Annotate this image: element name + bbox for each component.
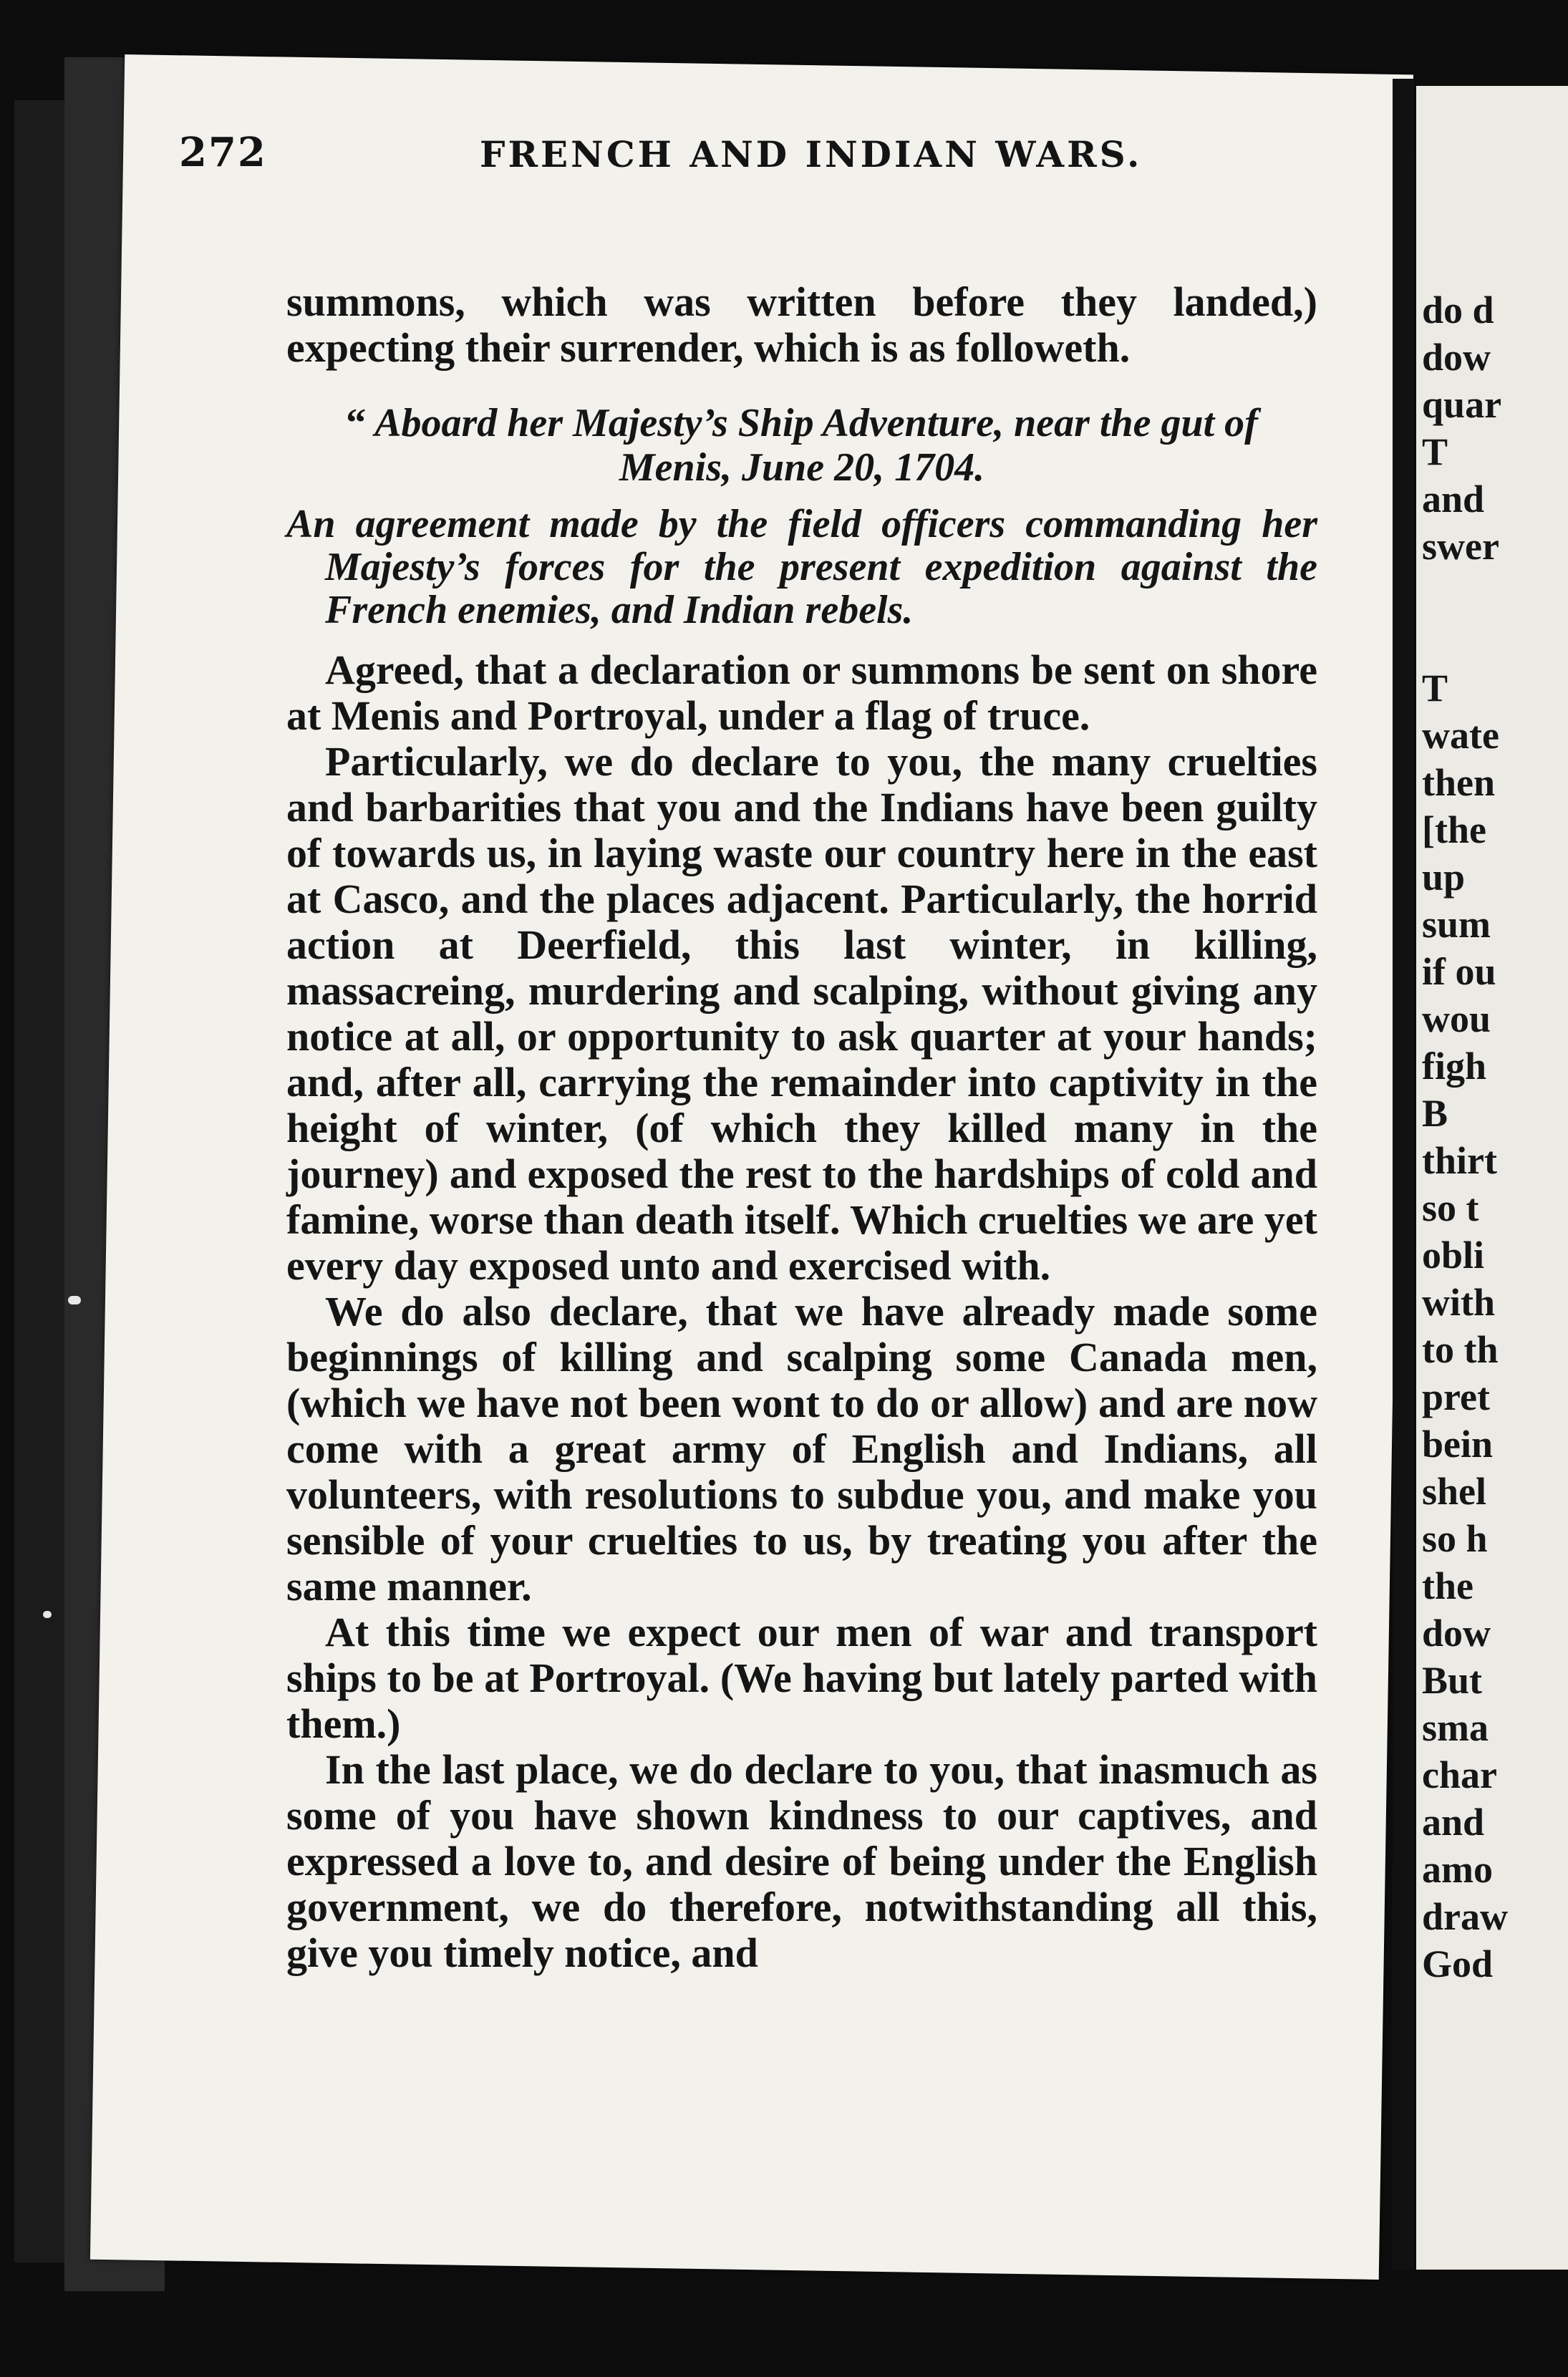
paragraph: At this time we expect our men of war and transport ships to be at Portroyal. (We having but lately parted with them.) (286, 1609, 1317, 1747)
facing-page-line: draw (1422, 1895, 1508, 1938)
facing-page-line (1422, 617, 1508, 664)
facing-page-line: amo (1422, 1848, 1493, 1891)
scan-speck (43, 1611, 52, 1618)
facing-page-line: shel (1422, 1470, 1487, 1513)
facing-page-line: quar (1422, 383, 1502, 426)
facing-page-line: obli (1422, 1234, 1485, 1277)
facing-page-line: bein (1422, 1423, 1494, 1466)
facing-page-line: But (1422, 1659, 1483, 1702)
page-number: 272 (179, 129, 267, 176)
facing-page-line: wate (1422, 714, 1499, 757)
facing-page-line: up (1422, 856, 1466, 899)
facing-page-line: to th (1422, 1328, 1499, 1371)
page-text (286, 279, 1317, 1976)
paragraph: In the last place, we do declare to you, that inasmuch as some of you have shown kindness to our captives, and expressed a love to, and desire of being under the English government, we do therefore, notwithstanding all this, give you timely notice, and (286, 1746, 1317, 1976)
facing-page-line: sum (1422, 903, 1491, 946)
facing-page-line: figh (1422, 1045, 1487, 1088)
facing-page-text (1422, 286, 1508, 1988)
facing-page-line: so t (1422, 1186, 1479, 1229)
paragraph: Particularly, we do declare to you, the many cruelties and barbarities that you and the Indians have been guilty of towards us, in laying waste our country here in the east at Casco, and the places adjacent. Particularly, the horrid action at Deerfield, this last winter, in killing, massacreing, murdering and scalping, without giving any notice at all, or opportunity to ask quarter at your hands; and, after all, carrying the remainder into captivity in the height of winter, (of which they killed many in the journey) and exposed the rest to the hardships of cold and famine, worse than death itself. Which cruelties we are yet every day exposed unto and exercised with. (286, 738, 1317, 1289)
facing-page-line: sma (1422, 1706, 1489, 1749)
facing-page-line: swer (1422, 525, 1499, 568)
facing-page-line: and (1422, 478, 1485, 521)
facing-page-line: if ou (1422, 950, 1496, 993)
facing-page-line: dow (1422, 336, 1491, 379)
facing-page-line: T (1422, 667, 1448, 710)
dateline-text: Aboard her Majesty’s Ship Adventure, near the gut of Menis, June 20, 1704. (374, 401, 1258, 490)
paragraph: Agreed, that a declaration or summons be sent on shore at Menis and Portroyal, under a flag of truce. (286, 647, 1317, 739)
facing-page-line: thirt (1422, 1139, 1497, 1182)
facing-page-line: dow (1422, 1612, 1491, 1655)
facing-page-line: T (1422, 430, 1448, 473)
facing-page-line: then (1422, 761, 1496, 804)
facing-page-line: pret (1422, 1375, 1490, 1418)
agreement-heading: An agreement made by the field officers commanding her Majesty’s forces for the present expedition against the French enemies, and Indian rebels. (286, 502, 1317, 632)
facing-page-line: do d (1422, 289, 1494, 331)
paragraph: We do also declare, that we have already made some beginnings of killing and scalping some Canada men, (which we have not been wont to do or allow) and are now come with a great army of English and Indians, all volunteers, with resolutions to subdue you, and make you sensible of your cruelties to us, by treating you after the same manner. (286, 1288, 1317, 1609)
facing-page-line (1422, 570, 1508, 617)
page-header (179, 129, 1289, 200)
book-edge (14, 100, 64, 2262)
opening-paragraph: summons, which was written before they landed,) expecting their surrender, which is as followeth. (286, 279, 1317, 371)
running-head: FRENCH AND INDIAN WARS. (480, 133, 1143, 175)
facing-page-line: so h (1422, 1517, 1488, 1560)
facing-page-line: God (1422, 1942, 1494, 1985)
page-gutter (1393, 79, 1414, 2270)
facing-page-line: wou (1422, 997, 1491, 1040)
scan-speck (68, 1296, 81, 1304)
facing-page-line: [the (1422, 808, 1486, 851)
facing-page-line: B (1422, 1092, 1448, 1135)
facing-page-line: char (1422, 1753, 1497, 1796)
facing-page-line: the (1422, 1564, 1473, 1607)
facing-page (1416, 86, 1568, 2270)
facing-page-line: with (1422, 1281, 1496, 1324)
dateline (286, 401, 1317, 490)
dateline-quote-mark: “ (346, 401, 367, 445)
facing-page-line: and (1422, 1801, 1485, 1844)
